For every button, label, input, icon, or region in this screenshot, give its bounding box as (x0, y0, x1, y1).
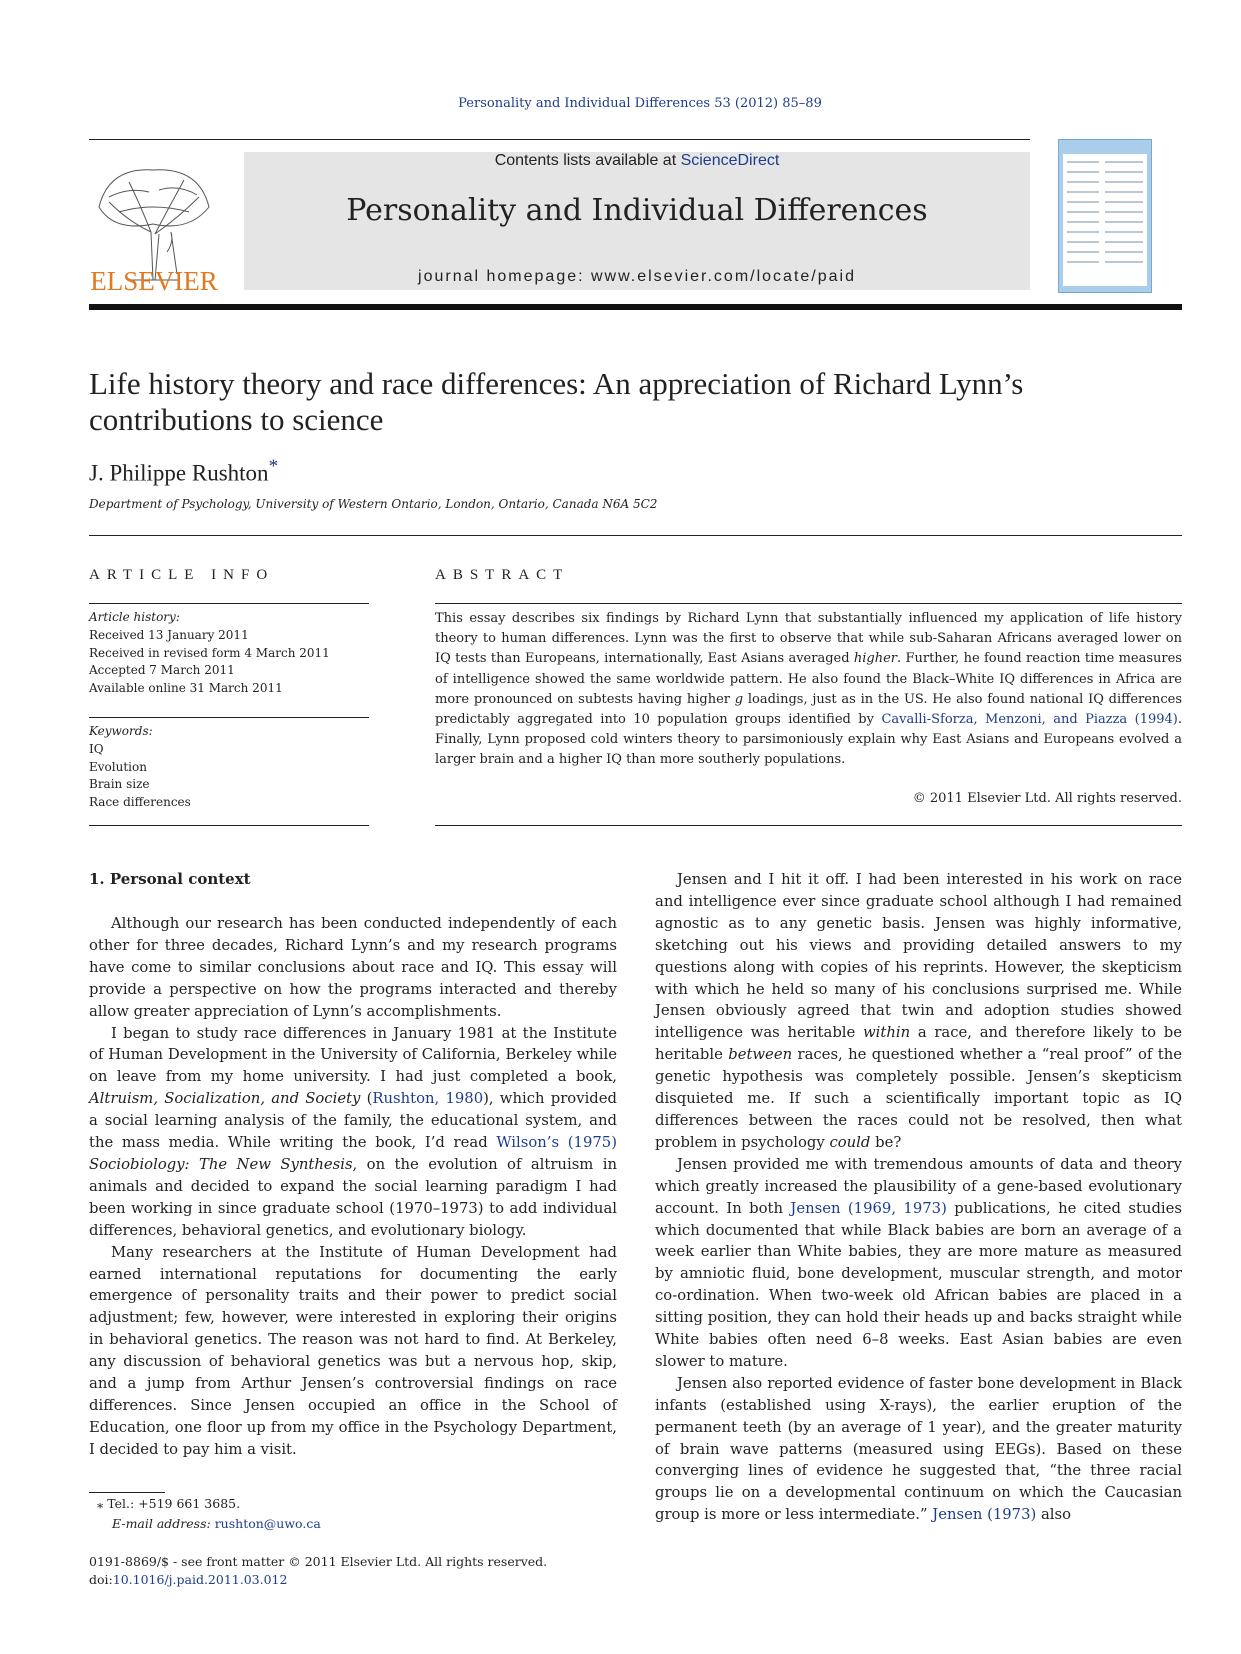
abstract-rule (435, 603, 1182, 604)
keyword: Brain size (89, 777, 150, 792)
citation-link[interactable]: Cavalli-Sforza, Menzoni, and Piazza (1994) (881, 712, 1178, 728)
doi-link[interactable]: 10.1016/j.paid.2011.03.012 (112, 1572, 288, 1587)
journal-citation[interactable]: Personality and Individual Differences 53 (2012) 85–89 (458, 96, 822, 111)
keywords-list (89, 723, 369, 812)
keywords-label: Keywords: (89, 724, 153, 738)
footnote-mark: ⁎ (97, 1496, 104, 1511)
article-history (89, 609, 369, 698)
doi-label: doi: (89, 1572, 113, 1587)
journal-cover-image (1058, 139, 1152, 293)
sciencedirect-link[interactable]: ScienceDirect (680, 152, 780, 169)
article-info-heading: ARTICLE INFO (89, 567, 275, 583)
abstract-rule (435, 825, 1182, 826)
abstract-heading: ABSTRACT (435, 567, 570, 583)
author-footnote-mark[interactable]: * (268, 456, 279, 477)
right-column (655, 869, 1182, 1526)
affiliation-rule (89, 535, 1182, 536)
paragraph: Jensen provided me with tremendous amounts of data and theory which greatly increased the plausibility of a gene-based evolutionary account. In both Jensen (1969, 1973) publications, he cited studies which documented that while Black babies are born an average of a week earlier than White babies, they are more mature as measured by amniotic fluid, bone development, muscular strength, and motor co-ordination. When two-week old African babies are placed in a sitting position, they can hold their heads up and backs straight while White babies often need 6–8 weeks. East Asian babies are even slower to mature. (655, 1155, 1182, 1370)
citation-link[interactable]: Wilson’s (1975) (496, 1134, 617, 1152)
paragraph: Jensen also reported evidence of faster bone development in Black infants (established using X-rays), the earlier eruption of the permanent teeth (by an average of 1 year), and the greater maturity of brain wave patterns (measured using EEGs). Based on these converging lines of evidence he suggested that, “the three racial groups lie on a developmental continuum on which the Caucasian group is more or less intermediate.” Jensen (1973) also (655, 1374, 1182, 1524)
issn-line: 0191-8869/$ - see front matter © 2011 Elsevier Ltd. All rights reserved. (89, 1554, 548, 1569)
article-info-rule (89, 825, 369, 826)
section-heading: 1. Personal context (89, 870, 251, 888)
journal-name: Personality and Individual Differences (346, 193, 928, 228)
keyword: IQ (89, 741, 104, 756)
keyword: Race differences (89, 795, 191, 810)
header-rule (89, 139, 1030, 140)
history-item: Received in revised form 4 March 2011 (89, 645, 330, 660)
author-name: J. Philippe Rushton* (89, 456, 279, 486)
abstract-copyright: © 2011 Elsevier Ltd. All rights reserved. (912, 791, 1182, 806)
paragraph: I began to study race differences in January 1981 at the Institute of Human Development in the University of California, Berkeley while on leave from my home university. I had just completed a book, Altruism, Socialization, and Society (Rushton, 1980), which provided a social learning analysis of the family, the educational system, and the mass media. While writing the book, I’d read Wilson’s (1975) Sociobiology: The New Synthesis, on the evolution of altruism in animals and decided to expand the social learning paradigm I had been working in since graduate school (1970–1973) to add individual differences, behavioral genetics, and evolutionary biology. (89, 1024, 618, 1239)
publisher-logo-text: ELSEVIER (90, 266, 218, 296)
paragraph: Although our research has been conducted independently of each other for three decades, Richard Lynn’s and my research programs have come to similar conclusions about race and IQ. This essay will provide a perspective on how the programs interacted and thereby allow greater appreciation of Lynn’s accomplishments. (89, 915, 617, 1020)
article-title: Life history theory and race differences: An appreciation of Richard Lynn’s contributions to science (89, 366, 1024, 437)
footnote (97, 1494, 321, 1535)
history-item: Received 13 January 2011 (89, 627, 249, 642)
footnote-rule (89, 1492, 165, 1493)
keyword: Evolution (89, 759, 147, 774)
article-info-rule (89, 603, 369, 604)
journal-homepage[interactable]: journal homepage: www.elsevier.com/locate/paid (418, 268, 856, 285)
footnote-tel: Tel.: +519 661 3685. (107, 1496, 241, 1511)
author-affiliation: Department of Psychology, University of Western Ontario, London, Ontario, Canada N6A 5C2 (89, 497, 658, 511)
author-email-link[interactable]: rushton@uwo.ca (214, 1516, 321, 1532)
front-matter (89, 1553, 547, 1589)
citation-link[interactable]: Rushton, 1980 (372, 1090, 484, 1108)
contents-line: Contents lists available at ScienceDirect (494, 152, 780, 169)
abstract-text: This essay describes six findings by Richard Lynn that substantially influenced my application of life history theory to human differences. Lynn was the first to observe that while sub-Saharan Africans averaged lower on IQ tests than Europeans, internationally, East Asians averaged higher. Further, he found reaction time measures of intelligence showed the same worldwide pattern. He also found the Black–White IQ differences in Africa are more pronounced on subtests having higher g loadings, just as in the US. He also found national IQ differences predictably aggregated into 10 population groups identified by Cavalli-Sforza, Menzoni, and Piazza (1994). Finally, Lynn proposed cold winters theory to parsimoniously explain why East Asians and Europeans evolved a larger brain and a higher IQ than more southerly populations. (435, 611, 1182, 768)
citation-link[interactable]: Jensen (1969, 1973) (790, 1199, 947, 1217)
article-info-rule (89, 717, 369, 718)
citation-link[interactable]: Jensen (1973) (932, 1506, 1037, 1524)
email-label: E-mail address: (112, 1516, 215, 1532)
history-item: Accepted 7 March 2011 (89, 663, 235, 678)
history-label: Article history: (89, 610, 180, 624)
history-item: Available online 31 March 2011 (89, 681, 283, 696)
paragraph: Many researchers at the Institute of Human Development had earned international reputations for documenting the early emergence of personality traits and their power to predict social adjustment; few, however, were interested in exploring their origins in behavioral genetics. The reason was not hard to find. At Berkeley, any discussion of behavioral genetics was but a nervous hop, skip, and a jump from Arthur Jensen’s controversial findings on race differences. Since Jensen occupied an office in the School of Education, one floor up from my office in the Psychology Department, I decided to pay him a visit. (89, 1243, 617, 1458)
header-thick-rule (89, 304, 1182, 310)
left-column (89, 913, 617, 1461)
paragraph: Jensen and I hit it off. I had been interested in his work on race and intelligence ever since graduate school although I had remained agnostic as to any genetic basis. Jensen was highly informative, sketching out his views and providing detailed answers to my questions along with copies of his reprints. However, the skepticism with which he held so many of his conclusions surprised me. While Jensen obviously agreed that twin and adoption studies showed intelligence was heritable within a race, and therefore likely to be heritable between races, he questioned whether a “real proof” of the genetic hypothesis was completely possible. Jensen’s skepticism disquieted me. If such a scientifically important topic as IQ differences between the races could not be resolved, then what problem in psychology could be? (655, 871, 1182, 1151)
